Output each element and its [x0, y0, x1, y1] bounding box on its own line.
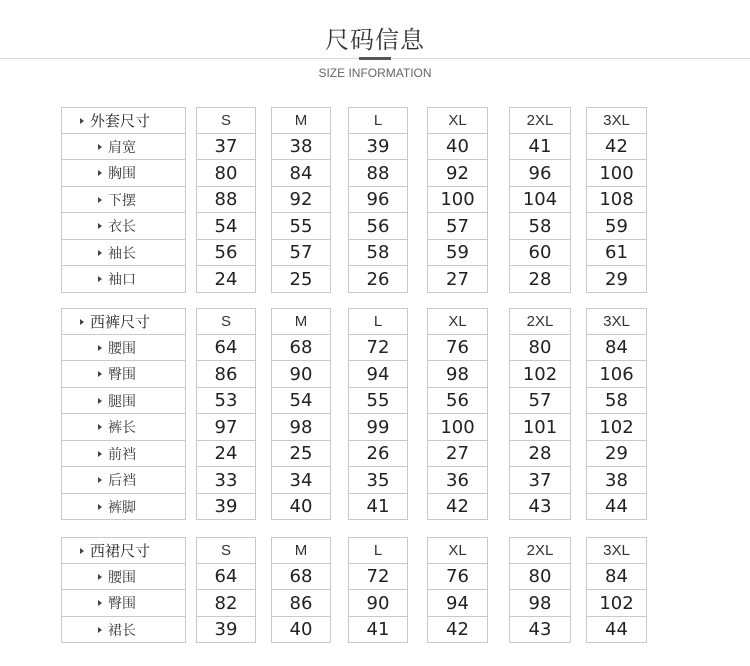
measurement-cell: 76 — [427, 335, 488, 361]
section-label — [61, 308, 186, 335]
measurement-cell: 27 — [427, 441, 488, 467]
measurement-cell: 84 — [586, 564, 647, 590]
caret-right-icon — [80, 548, 84, 554]
measurement-cell: 98 — [427, 361, 488, 388]
size-header: 3XL — [586, 308, 647, 335]
measurement-cell: 100 — [427, 187, 488, 213]
measurement-cell: 58 — [586, 388, 647, 414]
measurement-cell: 25 — [271, 441, 331, 467]
measurement-cell: 39 — [348, 134, 408, 160]
measurement-cell: 29 — [586, 441, 647, 467]
row-label — [61, 388, 186, 414]
caret-right-icon — [98, 223, 102, 229]
caret-right-icon — [98, 170, 102, 176]
measurement-cell: 43 — [509, 617, 571, 643]
measurement-cell: 54 — [271, 388, 331, 414]
caret-right-icon — [98, 424, 102, 430]
row-label — [61, 494, 186, 520]
measurement-cell: 88 — [196, 187, 256, 213]
measurement-cell: 40 — [271, 617, 331, 643]
label-text: 袖口 — [108, 272, 136, 288]
measurement-cell: 55 — [348, 388, 408, 414]
measurement-cell: 58 — [509, 213, 571, 240]
measurement-cell: 80 — [509, 564, 571, 590]
caret-right-icon — [80, 319, 84, 325]
measurement-cell: 106 — [586, 361, 647, 388]
measurement-cell: 55 — [271, 213, 331, 240]
caret-right-icon — [98, 250, 102, 256]
caret-right-icon — [98, 451, 102, 457]
measurement-cell: 59 — [427, 240, 488, 266]
size-header: 3XL — [586, 107, 647, 134]
measurement-cell: 64 — [196, 335, 256, 361]
size-header: 2XL — [509, 107, 571, 134]
measurement-cell: 57 — [509, 388, 571, 414]
size-header: S — [196, 107, 256, 134]
measurement-cell: 36 — [427, 467, 488, 494]
caret-right-icon — [98, 197, 102, 203]
measurement-cell: 26 — [348, 441, 408, 467]
label-text: 腰围 — [108, 569, 136, 586]
measurement-cell: 56 — [196, 240, 256, 266]
measurement-cell: 24 — [196, 266, 256, 293]
measurement-cell: 101 — [509, 414, 571, 441]
measurement-cell: 94 — [348, 361, 408, 388]
measurement-cell: 56 — [427, 388, 488, 414]
measurement-cell: 88 — [348, 160, 408, 187]
measurement-cell: 68 — [271, 335, 331, 361]
section-label — [61, 107, 186, 134]
measurement-cell: 43 — [509, 494, 571, 520]
size-header: L — [348, 537, 408, 564]
caret-right-icon — [98, 345, 102, 351]
measurement-cell: 76 — [427, 564, 488, 590]
size-header: M — [271, 537, 331, 564]
measurement-cell: 41 — [348, 494, 408, 520]
label-text: 裙长 — [108, 622, 136, 639]
label-text: 腰围 — [108, 340, 136, 357]
measurement-cell: 58 — [348, 240, 408, 266]
measurement-cell: 82 — [196, 590, 256, 617]
measurement-cell: 41 — [348, 617, 408, 643]
row-label — [61, 213, 186, 240]
section-label — [61, 537, 186, 564]
size-header: S — [196, 537, 256, 564]
page-title: 尺码信息 — [325, 26, 425, 54]
measurement-cell: 39 — [196, 494, 256, 520]
measurement-cell: 104 — [509, 187, 571, 213]
label-text: 前裆 — [108, 446, 136, 463]
row-label — [61, 617, 186, 643]
measurement-cell: 84 — [271, 160, 331, 187]
measurement-cell: 33 — [196, 467, 256, 494]
measurement-cell: 44 — [586, 617, 647, 643]
row-label — [61, 187, 186, 213]
measurement-cell: 92 — [271, 187, 331, 213]
measurement-cell: 42 — [586, 134, 647, 160]
label-text: 胸围 — [108, 166, 136, 182]
measurement-cell: 25 — [271, 266, 331, 293]
measurement-cell: 99 — [348, 414, 408, 441]
row-label — [61, 134, 186, 160]
row-label — [61, 441, 186, 467]
measurement-cell: 24 — [196, 441, 256, 467]
measurement-cell: 108 — [586, 187, 647, 213]
size-header: 2XL — [509, 308, 571, 335]
measurement-cell: 57 — [427, 213, 488, 240]
measurement-cell: 98 — [509, 590, 571, 617]
row-label — [61, 414, 186, 441]
measurement-cell: 38 — [271, 134, 331, 160]
row-label — [61, 361, 186, 388]
measurement-cell: 80 — [509, 335, 571, 361]
measurement-cell: 42 — [427, 494, 488, 520]
measurement-cell: 102 — [586, 414, 647, 441]
measurement-cell: 44 — [586, 494, 647, 520]
label-text: 下摆 — [108, 192, 136, 209]
measurement-cell: 28 — [509, 441, 571, 467]
caret-right-icon — [98, 276, 102, 282]
measurement-cell: 26 — [348, 266, 408, 293]
size-header: S — [196, 308, 256, 335]
measurement-cell: 39 — [196, 617, 256, 643]
row-label — [61, 160, 186, 187]
measurement-cell: 41 — [509, 134, 571, 160]
title-accent-bar — [359, 57, 391, 60]
measurement-cell: 90 — [271, 361, 331, 388]
measurement-cell: 92 — [427, 160, 488, 187]
measurement-cell: 97 — [196, 414, 256, 441]
size-header: 3XL — [586, 537, 647, 564]
measurement-cell: 54 — [196, 213, 256, 240]
measurement-cell: 86 — [196, 361, 256, 388]
caret-right-icon — [98, 600, 102, 606]
size-header: M — [271, 107, 331, 134]
measurement-cell: 90 — [348, 590, 408, 617]
label-text: 裤长 — [108, 420, 136, 436]
caret-right-icon — [98, 477, 102, 483]
measurement-cell: 40 — [271, 494, 331, 520]
label-text: 肩宽 — [108, 139, 136, 156]
label-text: 臀围 — [108, 367, 136, 383]
label-text: 衣长 — [108, 219, 136, 235]
measurement-cell: 102 — [586, 590, 647, 617]
measurement-cell: 84 — [586, 335, 647, 361]
measurement-cell: 60 — [509, 240, 571, 266]
measurement-cell: 100 — [586, 160, 647, 187]
label-text: 西裤尺寸 — [90, 314, 151, 331]
row-label — [61, 564, 186, 590]
measurement-cell: 37 — [509, 467, 571, 494]
caret-right-icon — [98, 574, 102, 580]
measurement-cell: 86 — [271, 590, 331, 617]
row-label — [61, 266, 186, 293]
size-header: XL — [427, 308, 488, 335]
size-header: M — [271, 308, 331, 335]
measurement-cell: 29 — [586, 266, 647, 293]
label-text: 后裆 — [108, 473, 136, 489]
measurement-cell: 37 — [196, 134, 256, 160]
row-label — [61, 467, 186, 494]
row-label — [61, 590, 186, 617]
measurement-cell: 27 — [427, 266, 488, 293]
measurement-cell: 64 — [196, 564, 256, 590]
row-label — [61, 335, 186, 361]
measurement-cell: 59 — [586, 213, 647, 240]
measurement-cell: 42 — [427, 617, 488, 643]
measurement-cell: 53 — [196, 388, 256, 414]
measurement-cell: 72 — [348, 564, 408, 590]
label-text: 腿围 — [108, 393, 136, 410]
caret-right-icon — [98, 504, 102, 510]
measurement-cell: 100 — [427, 414, 488, 441]
measurement-cell: 40 — [427, 134, 488, 160]
measurement-cell: 72 — [348, 335, 408, 361]
caret-right-icon — [80, 118, 84, 124]
measurement-cell: 34 — [271, 467, 331, 494]
label-text: 袖长 — [108, 245, 136, 262]
measurement-cell: 102 — [509, 361, 571, 388]
measurement-cell: 98 — [271, 414, 331, 441]
measurement-cell: 38 — [586, 467, 647, 494]
caret-right-icon — [98, 627, 102, 633]
caret-right-icon — [98, 144, 102, 150]
measurement-cell: 57 — [271, 240, 331, 266]
measurement-cell: 80 — [196, 160, 256, 187]
measurement-cell: 61 — [586, 240, 647, 266]
label-text: 裤脚 — [108, 499, 136, 516]
label-text: 臀围 — [108, 596, 136, 612]
caret-right-icon — [98, 398, 102, 404]
measurement-cell: 94 — [427, 590, 488, 617]
size-header: L — [348, 107, 408, 134]
size-header: 2XL — [509, 537, 571, 564]
measurement-cell: 28 — [509, 266, 571, 293]
measurement-cell: 68 — [271, 564, 331, 590]
size-header: XL — [427, 107, 488, 134]
measurement-cell: 35 — [348, 467, 408, 494]
measurement-cell: 96 — [509, 160, 571, 187]
measurement-cell: 56 — [348, 213, 408, 240]
page-subtitle: SIZE INFORMATION — [318, 66, 432, 80]
size-header: L — [348, 308, 408, 335]
measurement-cell: 96 — [348, 187, 408, 213]
label-text: 外套尺寸 — [90, 113, 151, 130]
caret-right-icon — [98, 371, 102, 377]
row-label — [61, 240, 186, 266]
size-header: XL — [427, 537, 488, 564]
label-text: 西裙尺寸 — [90, 543, 151, 560]
